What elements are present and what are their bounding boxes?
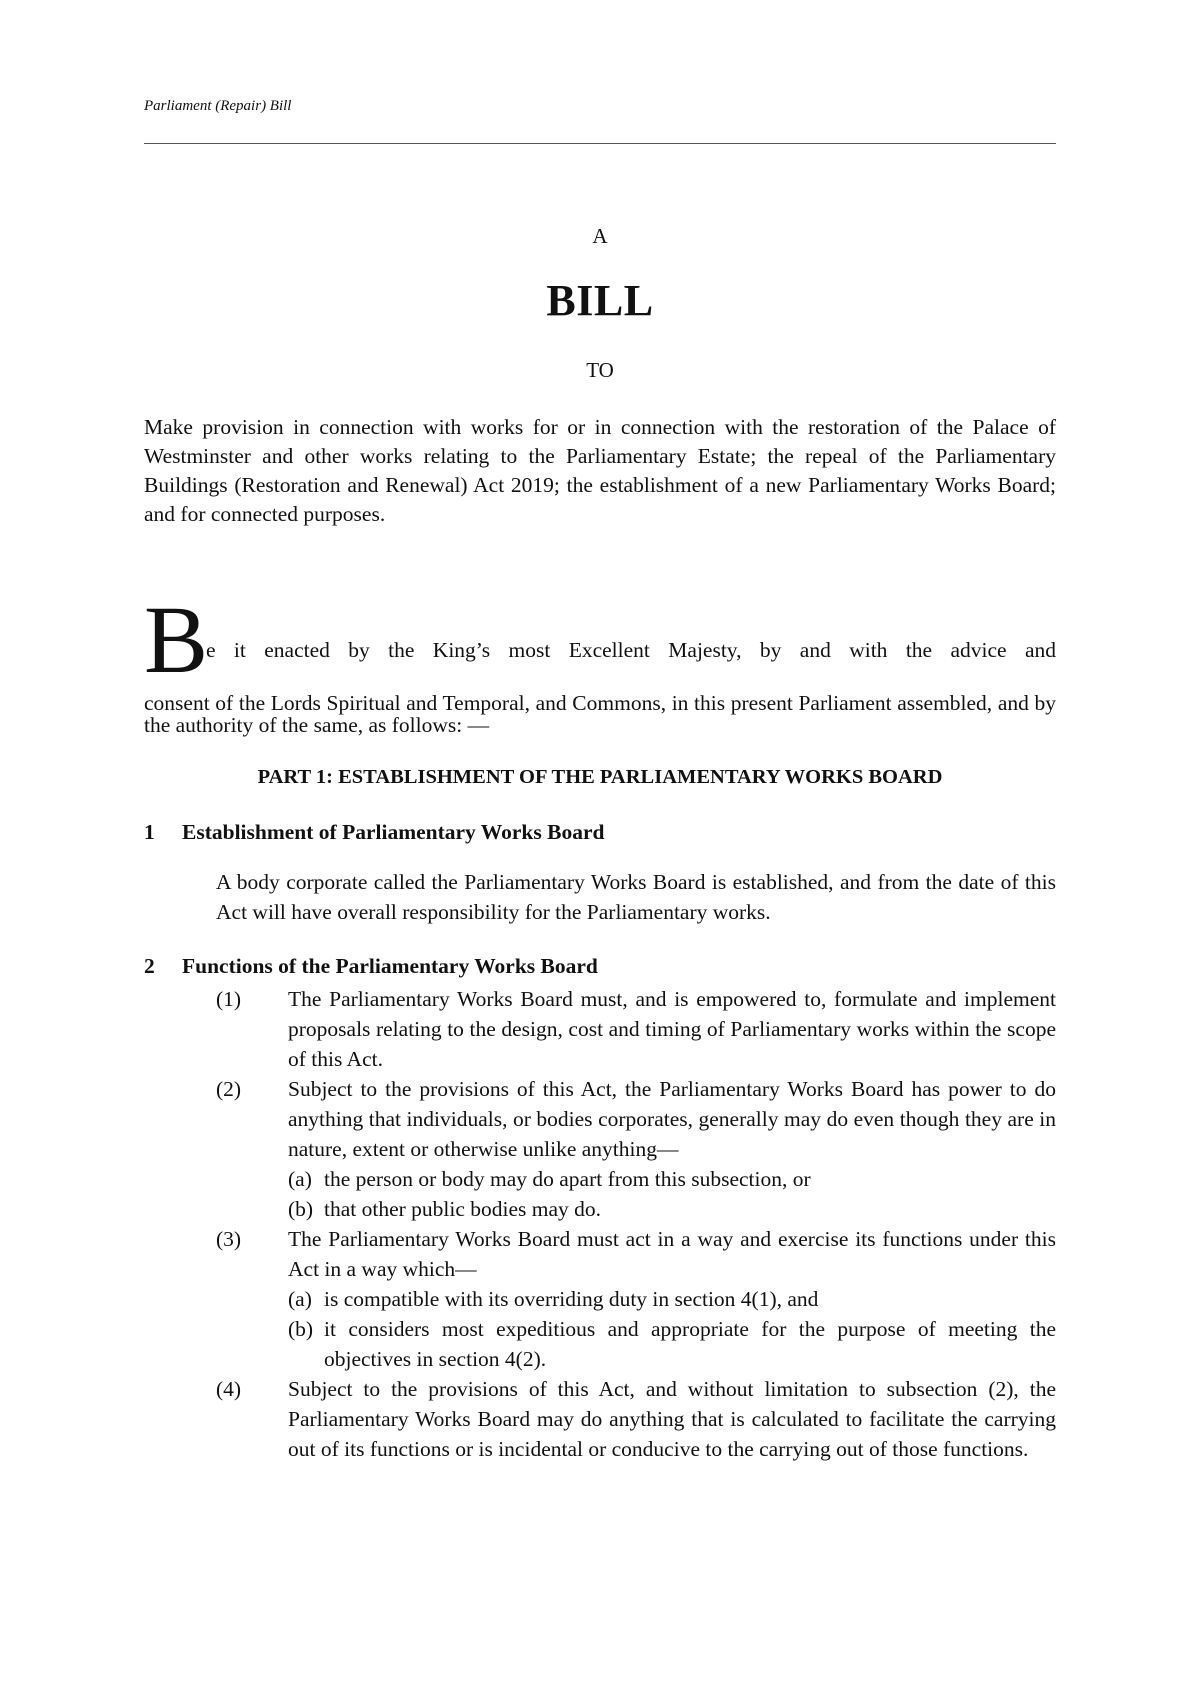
paragraph-text: it considers most expeditious and appropriate for the purpose of meeting the objectives in section 4(2). xyxy=(324,1317,1056,1371)
section-title: Functions of the Parliamentary Works Board xyxy=(182,954,598,978)
section-heading xyxy=(144,954,598,979)
subsection-number: (1) xyxy=(216,987,242,1011)
paragraph-text: is compatible with its overriding duty in section 4(1), and xyxy=(324,1287,819,1311)
subsection-text: Subject to the provisions of this Act, and without limitation to subsection (2), the Parliamentary Works Board may do anything that is calculated to facilitate the carrying out of its functions or is incidental or conducive to the carrying out of those functions. xyxy=(288,1377,1056,1461)
paragraph-label: (b) xyxy=(288,1197,314,1221)
part-heading: PART 1: ESTABLISHMENT OF THE PARLIAMENTARY WORKS BOARD xyxy=(257,766,943,788)
enacting-formula: consent of the Lords Spiritual and Temporal, and Commons, in this present Parliament assembled, and by the authority of the same, as follows: — xyxy=(144,691,1056,737)
subsection xyxy=(216,1074,1056,1224)
title-a: A xyxy=(592,224,608,248)
section-number: 2 xyxy=(144,954,155,978)
paragraph-label: (a) xyxy=(288,1287,312,1311)
section-title: Establishment of Parliamentary Works Board xyxy=(182,820,605,844)
bill-title: BILL xyxy=(546,276,654,325)
section-number: 1 xyxy=(144,820,155,844)
section-body: A body corporate called the Parliamentary Works Board is established, and from the date of this Act will have overall responsibility for the Parliamentary works. xyxy=(216,870,1056,924)
subsection xyxy=(216,1374,1056,1464)
subsection-text: Subject to the provisions of this Act, the Parliamentary Works Board has power to do anything that individuals, or bodies corporates, generally may do even though they are in nature, extent or otherwise unlike anything— xyxy=(288,1077,1056,1161)
long-title: Make provision in connection with works for or in connection with the restoration of the Palace of Westminster and other works relating to the Parliamentary Estate; the repeal of the Parliamentary Buildings (Restoration and Renewal) Act 2019; the establishment of a new Parliamentary Works Board; and for connected purposes. xyxy=(144,415,1056,526)
subsection-number: (4) xyxy=(216,1377,242,1401)
section-heading xyxy=(144,820,604,845)
paragraph-item xyxy=(288,1284,1056,1314)
enacting-dropcap: B xyxy=(144,586,209,693)
paragraph-item xyxy=(288,1314,1056,1374)
enacting-first-line: e it enacted by the King’s most Excellent Majesty, by and with the advice and xyxy=(206,638,1056,662)
paragraph-label: (a) xyxy=(288,1167,312,1191)
subsection xyxy=(216,1224,1056,1374)
subsection xyxy=(216,984,1056,1074)
header-rule xyxy=(144,143,1056,144)
subsection-number: (3) xyxy=(216,1227,242,1251)
title-to: TO xyxy=(586,358,614,382)
paragraph-text: the person or body may do apart from this subsection, or xyxy=(324,1167,811,1191)
paragraph-item xyxy=(288,1164,1056,1194)
paragraph-text: that other public bodies may do. xyxy=(324,1197,602,1221)
subsection-number: (2) xyxy=(216,1077,242,1101)
running-head: Parliament (Repair) Bill xyxy=(144,98,292,114)
subsection-text: The Parliamentary Works Board must act in a way and exercise its functions under this Act in a way which— xyxy=(288,1227,1056,1281)
paragraph-item xyxy=(288,1194,1056,1224)
paragraph-label: (b) xyxy=(288,1317,314,1341)
subsection-text: The Parliamentary Works Board must, and is empowered to, formulate and implement proposals relating to the design, cost and timing of Parliamentary works within the scope of this Act. xyxy=(288,987,1056,1071)
